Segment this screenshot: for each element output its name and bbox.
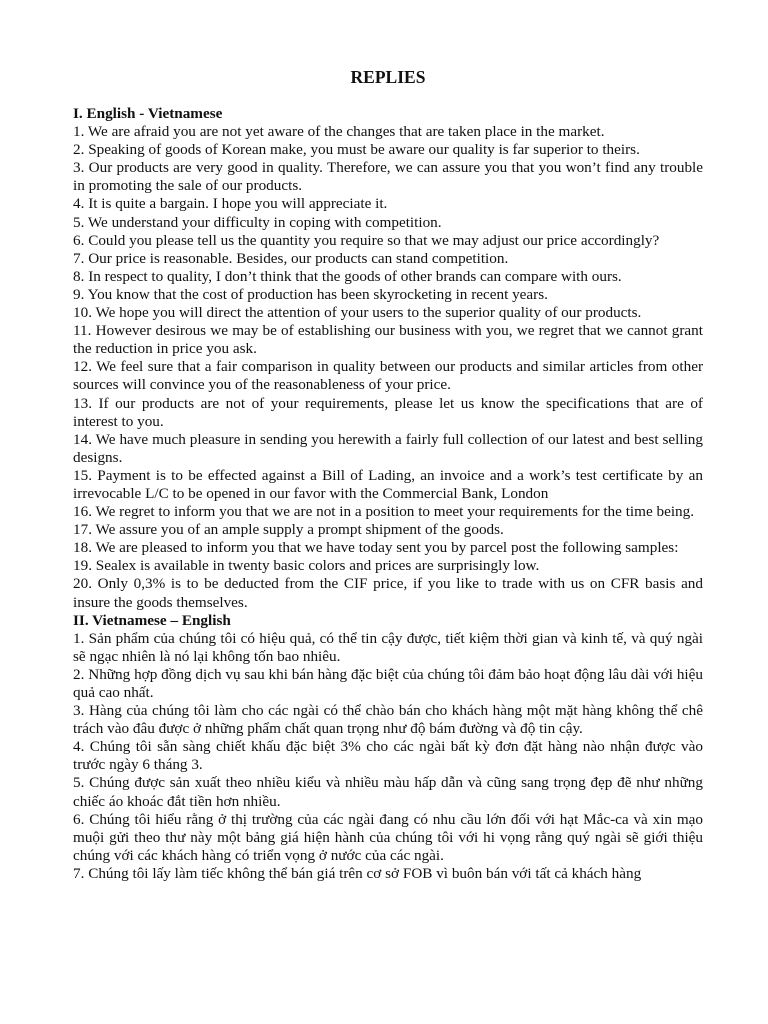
reply-item: 16. We regret to inform you that we are not in a position to meet your requirements for the time being.	[73, 503, 695, 521]
reply-item: 1. We are afraid you are not yet aware of the changes that are taken place in the market.	[73, 123, 605, 141]
reply-item: 20. Only 0,3% is to be deducted from the CIF price, if you like to trade with us on CFR basis and insure the goods themselves.	[73, 575, 703, 611]
reply-item: 12. We feel sure that a fair comparison in quality between our products and similar articles from other sources will convince you of the reasonableness of your price.	[73, 358, 703, 394]
reply-item: 6. Chúng tôi hiểu rằng ở thị trường của các ngài đang có nhu cầu lớn đối với hạt Mắc-ca và xin mạo muội gửi theo thư này một bảng giá hiện hành của chúng tôi với hi vọng rằng quý ngài sẽ giới thiệu chúng với các khách hàng có triển vọng ở nước của các ngài.	[73, 810, 703, 864]
section-heading-english-vietnamese: I. English - Vietnamese	[73, 105, 223, 122]
reply-item: 3. Our products are very good in quality. Therefore, we can assure you that you won’t find any trouble in promoting the sale of our products.	[73, 159, 703, 195]
reply-item: 7. Our price is reasonable. Besides, our products can stand competition.	[73, 249, 509, 267]
reply-item: 6. Could you please tell us the quantity you require so that we may adjust our price accordingly?	[73, 231, 660, 249]
reply-item: 1. Sản phẩm của chúng tôi có hiệu quả, có thể tin cậy được, tiết kiệm thời gian và kinh tế, và quý ngài sẽ ngạc nhiên là nó lại không tốn bao nhiêu.	[73, 629, 703, 665]
section-heading-vietnamese-english: II. Vietnamese – English	[73, 611, 231, 629]
reply-item: 5. We understand your difficulty in coping with competition.	[73, 213, 442, 231]
reply-item: 13. If our products are not of your requirements, please let us know the specifications that are of interest to you.	[73, 394, 703, 430]
reply-item: 14. We have much pleasure in sending you herewith a fairly full collection of our latest and best selling designs.	[73, 430, 703, 466]
reply-item: 4. Chúng tôi sẵn sàng chiết khấu đặc biệt 3% cho các ngài bất kỳ đơn đặt hàng nào nhận được vào trước ngày 6 tháng 3.	[73, 738, 703, 774]
reply-item: 17. We assure you of an ample supply a prompt shipment of the goods.	[73, 521, 504, 539]
reply-item: 18. We are pleased to inform you that we have today sent you by parcel post the following samples:	[73, 539, 679, 557]
document-page	[73, 66, 703, 883]
reply-item: 15. Payment is to be effected against a Bill of Lading, an invoice and a work’s test certificate by an irrevocable L/C to be opened in our favor with the Commercial Bank, London	[73, 466, 703, 502]
reply-item: 7. Chúng tôi lấy làm tiếc không thể bán giá trên cơ sở FOB vì buôn bán với tất cả khách hàng	[73, 864, 642, 882]
reply-item: 4. It is quite a bargain. I hope you will appreciate it.	[73, 195, 388, 213]
reply-item: 5. Chúng được sản xuất theo nhiều kiểu và nhiều màu hấp dẫn và cũng sang trọng đẹp đẽ như những chiếc áo khoác đắt tiền hơn nhiều.	[73, 774, 703, 810]
reply-item: 8. In respect to quality, I don’t think that the goods of other brands can compare with ours.	[73, 267, 622, 285]
reply-item: 10. We hope you will direct the attention of your users to the superior quality of our products.	[73, 304, 642, 322]
reply-item: 3. Hàng của chúng tôi làm cho các ngài có thể chào bán cho khách hàng một mặt hàng không thể chê trách vào đâu được ở những phẩm chất quan trọng như độ bám đường và độ tin cậy.	[73, 702, 703, 738]
reply-item: 2. Những hợp đồng dịch vụ sau khi bán hàng đặc biệt của chúng tôi đảm bảo hoạt động lâu dài với hiệu quả cao nhất.	[73, 665, 703, 701]
reply-item: 11. However desirous we may be of establishing our business with you, we regret that we cannot grant the reduction in price you ask.	[73, 322, 703, 358]
reply-item: 9. You know that the cost of production has been skyrocketing in recent years.	[73, 285, 548, 303]
document-title: REPLIES	[350, 67, 426, 87]
reply-item: 2. Speaking of goods of Korean make, you must be aware our quality is far superior to theirs.	[73, 141, 640, 159]
reply-item: 19. Sealex is available in twenty basic colors and prices are surprisingly low.	[73, 557, 540, 575]
